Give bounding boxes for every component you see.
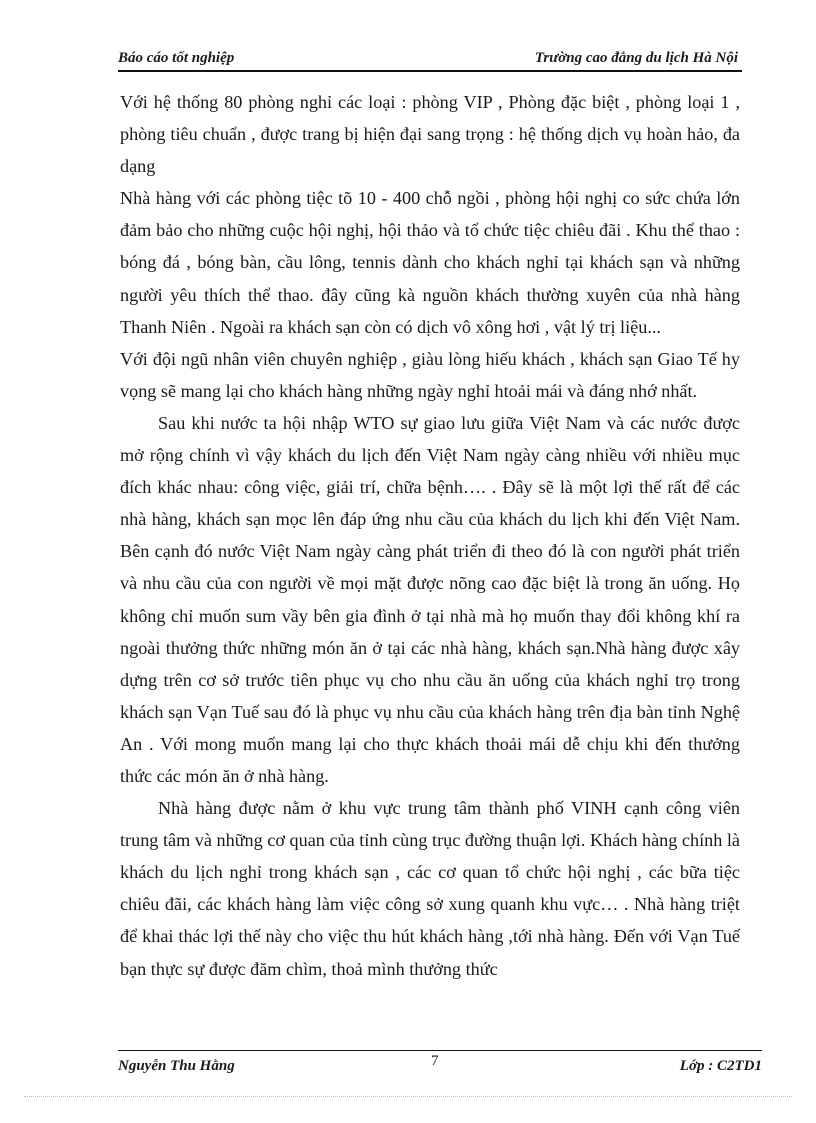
- header-school-name: Trường cao đẳng du lịch Hà Nội: [534, 50, 738, 66]
- paragraph-staff: Với đội ngũ nhân viên chuyên nghiệp , giàu lòng hiếu khách , khách sạn Giao Tế hy vọng sẽ mang lại cho khách hàng những ngày nghỉ htoải mái và đáng nhớ nhất.: [120, 348, 740, 401]
- page-footer: [118, 1050, 762, 1077]
- paragraph-restaurant-facilities: Nhà hàng với các phòng tiệc tõ 10 - 400 chỗ ngồi , phòng hội nghị co sức chứa lớn đảm bảo cho những cuộc hội nghị, hội thảo và tổ chức tiệc chiêu đãi . Khu thể thao : bóng đá , bóng bàn, cầu lông, tennis dành cho khách nghỉ tại khách sạn và những người yêu thích thể thao. đây cũng kà nguồn khách thường xuyên của nhà hàng Thanh Niên . Ngoài ra khách sạn còn có dịch vô xông hơi , vật lý trị liệu...: [120, 188, 740, 337]
- footer-class: Lớp : C2TD1: [679, 1058, 762, 1074]
- paragraph-rooms: Với hệ thống 80 phòng nghỉ các loại : phòng VIP , Phòng đặc biệt , phòng loại 1 , phòng tiêu chuẩn , được trang bị hiện đại sang trọng : hệ thống dịch vụ hoàn hảo, đa dạng: [120, 92, 740, 177]
- body-text: [120, 86, 740, 985]
- paragraph-location: Nhà hàng được nằm ở khu vực trung tâm thành phố VINH cạnh công viên trung tâm và những cơ quan của tỉnh cùng trục đường thuận lợi. Khách hàng chính là khách du lịch nghỉ trong khách sạn , các cơ quan tổ chức hội nghị , các bữa tiệc chiêu đãi, các khách hàng làm việc công sở xung quanh khu vực… . Nhà hàng triệt để khai thác lợi thế này cho việc thu hút khách hàng ,tới nhà hàng. Đến với Vạn Tuế bạn thực sự được đăm chìm, thoả mình thưởng thức: [120, 798, 740, 979]
- footer-author: Nguyễn Thu Hằng: [118, 1058, 235, 1074]
- page-number: 7: [431, 1053, 439, 1069]
- page-header: [118, 50, 742, 72]
- header-report-title: Báo cáo tốt nghiệp: [118, 50, 235, 66]
- bottom-dotted-divider: [24, 1096, 792, 1097]
- paragraph-wto-tourism: Sau khi nước ta hội nhập WTO sự giao lưu giữa Việt Nam và các nước được mở rộng chính vì vậy khách du lịch đến Việt Nam ngày càng nhiều với nhiều mục đích khác nhau: công việc, giải trí, chữa bệnh…. . Đây sẽ là một lợi thế rất để các nhà hàng, khách sạn mọc lên đáp ứng nhu cầu của khách du lịch khi đến Việt Nam. Bên cạnh đó nước Việt Nam ngày càng phát triển đi theo đó là con người phát triển và nhu cầu của con người về mọi mặt được nõng cao đặc biệt là trong ăn uống. Họ không chỉ muốn sum vầy bên gia đình ở tại nhà mà họ muốn thay đổi không khí ra ngoài thưởng thức những món ăn ở tại các nhà hàng, khách sạn.Nhà hàng được xây dựng trên cơ sở trước tiên phục vụ cho nhu cầu ăn uống của khách nghỉ trọ trong khách sạn Vạn Tuế sau đó là phục vụ nhu cầu của khách hàng trên địa bàn tỉnh Nghệ An . Với mong muốn mang lại cho thực khách thoải mái dễ chịu khi đến thưởng thức các món ăn ở nhà hàng.: [120, 412, 740, 786]
